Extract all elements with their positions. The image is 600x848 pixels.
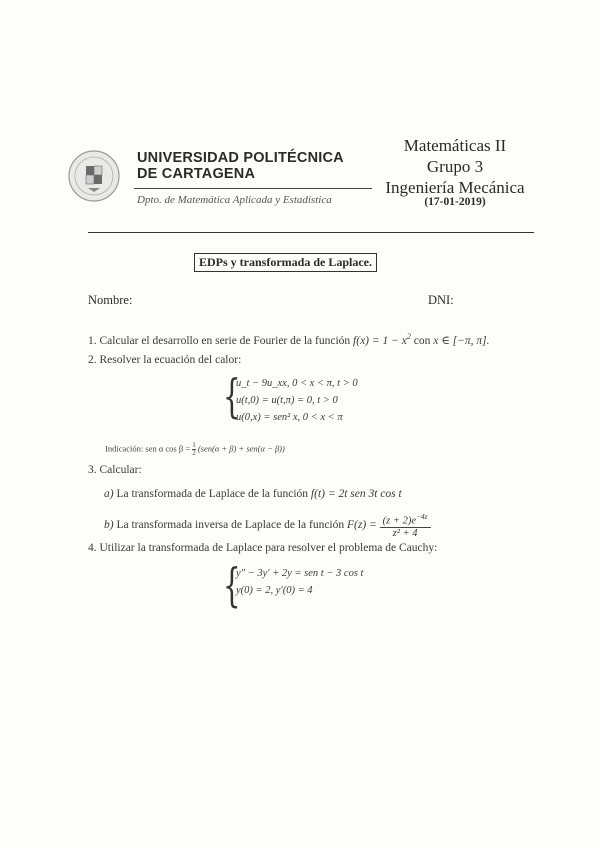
connector-text: con [413,334,431,347]
group-label: Grupo 3 [426,157,484,176]
question-1 [88,332,490,347]
fraction-denominator: z² + 4 [392,527,418,539]
dni-label: DNI: [428,293,454,307]
question-number: 4. [88,542,97,554]
department-name: Dpto. de Matemática Aplicada y Estadística [137,194,332,206]
item-function: f(t) = 2t sen 3t cos t [310,488,402,500]
hint [105,442,285,457]
hint-text: Indicación: sen α cos β = [105,443,191,454]
hint-fraction-denominator: 2 [192,449,196,457]
question-4 [88,542,437,554]
university-seal-icon [68,150,120,202]
name-label: Nombre: [88,293,133,307]
function-exponent: 2 [406,332,411,341]
system-brace: { [223,369,241,423]
function-domain: x ∈ [−π, π]. [433,334,490,347]
function-expression: f(x) = 1 − x [353,334,407,347]
page-divider [88,232,534,233]
question-number: 3. [88,464,97,476]
question-number: 2. [88,354,97,366]
question-3a [104,488,402,500]
question-number: 1. [88,334,97,347]
question-3 [88,464,142,476]
subject-title: Matemáticas II [403,136,507,155]
item-text: La transformada de Laplace de la función [116,488,309,500]
university-name-line1: UNIVERSIDAD POLITÉCNICA [137,150,344,166]
item-label: b) [104,518,114,531]
question-text: Calcular el desarrollo en serie de Fourier de la función [99,334,351,347]
exam-date: (17-01-2019) [424,196,486,208]
ode-initial-conditions: y(0) = 2, y′(0) = 4 [236,585,313,596]
question-2 [88,354,241,366]
fraction-numerator [380,512,431,528]
numerator-exponent: −4z [416,512,428,521]
heat-equation: u_t − 9u_xx, 0 < x < π, t > 0 [236,378,358,389]
exam-title: EDPs y transformada de Laplace. [194,253,377,272]
item-text: La transformada inversa de Laplace de la función [116,518,345,531]
item-label: a) [104,488,114,500]
hint-expression: (sen(α + β) + sen(α − β)) [197,443,285,454]
question-3b [104,512,431,539]
hint-fraction-numerator: 1 [192,441,196,449]
degree-label: Ingeniería Mecánica [385,178,525,197]
laplace-fraction [380,512,431,539]
question-text: Resolver la ecuación del calor: [99,354,242,366]
item-function: F(z) = [347,518,377,531]
question-text: Utilizar la transformada de Laplace para resolver el problema de Cauchy: [99,542,438,554]
ode-equation: y″ − 3y′ + 2y = sen t − 3 cos t [236,568,364,579]
university-name-line2: DE CARTAGENA [137,166,256,182]
question-text: Calcular: [99,464,142,476]
boundary-condition: u(t,0) = u(t,π) = 0, t > 0 [236,395,338,406]
system-brace: { [223,558,241,612]
header-divider [134,188,372,189]
numerator-base: (z + 2)e [382,515,416,527]
initial-condition: u(0,x) = sen² x, 0 < x < π [236,412,343,423]
hint-fraction [192,442,196,457]
